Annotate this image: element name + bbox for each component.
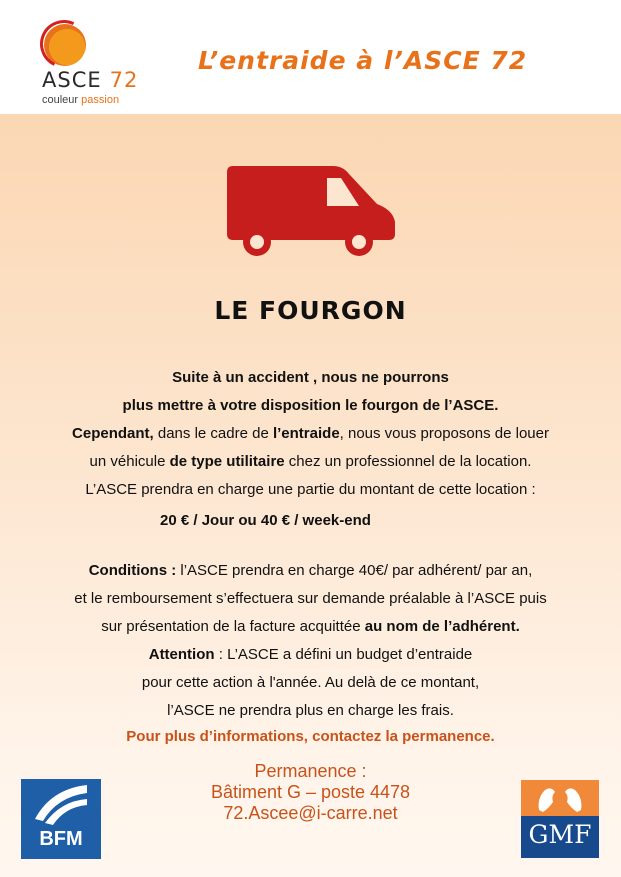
intro-line-2: plus mettre à votre disposition le fourgon de l’ASCE.: [122, 397, 499, 414]
page-title: L’entraide à l’ASCE 72: [198, 46, 528, 75]
gmf-logo: [521, 780, 599, 858]
gmf-faces-icon: [521, 780, 599, 816]
charge-line: L’ASCE prendra en charge une partie du montant de cette location :: [85, 481, 536, 498]
vehicle-line: un véhicule de type utilitaire chez un professionnel de la location.: [89, 453, 532, 470]
permanence-location: Bâtiment G – poste 4478: [210, 782, 411, 802]
bfm-label: BFM: [39, 828, 83, 850]
permanence-label: Permanence :: [254, 761, 367, 781]
bfm-wave-icon: [21, 779, 101, 829]
attention-line: Attention : L’ASCE a défini un budget d’entraide: [148, 646, 473, 663]
intro-line-1: Suite à un accident , nous ne pourrons: [172, 369, 449, 386]
price-text: 20 € / Jour ou 40 € / week-end: [160, 512, 371, 529]
logo-arc-icon: [33, 13, 95, 75]
contact-note: Pour plus d’informations, contactez la permanence.: [126, 728, 495, 745]
invoice-line: sur présentation de la facture acquittée au nom de l’adhérent.: [101, 618, 520, 635]
section-title: LE FOURGON: [214, 296, 407, 325]
cependant-line: Cependant, dans le cadre de l’entraide, nous vous proposons de louer: [72, 425, 549, 442]
reimbursement-line: et le remboursement s’effectuera sur demande préalable à l’ASCE puis: [74, 590, 547, 607]
gmf-label: GMF: [528, 820, 592, 849]
bfm-logo: [21, 779, 101, 859]
logo-tagline: couleur passion: [42, 94, 120, 106]
van-icon: [225, 162, 397, 256]
logo-name: ASCE 72: [42, 68, 139, 92]
header: [0, 0, 621, 114]
conditions-line: Conditions : l’ASCE prendra en charge 40€/ par adhérent/ par an,: [88, 562, 533, 579]
asce-logo: [40, 22, 150, 112]
budget-line: pour cette action à l'année. Au delà de ce montant,: [141, 674, 480, 691]
fees-line: l’ASCE ne prendra plus en charge les frais.: [167, 702, 454, 719]
permanence-email[interactable]: 72.Ascee@i-carre.net: [223, 803, 398, 823]
